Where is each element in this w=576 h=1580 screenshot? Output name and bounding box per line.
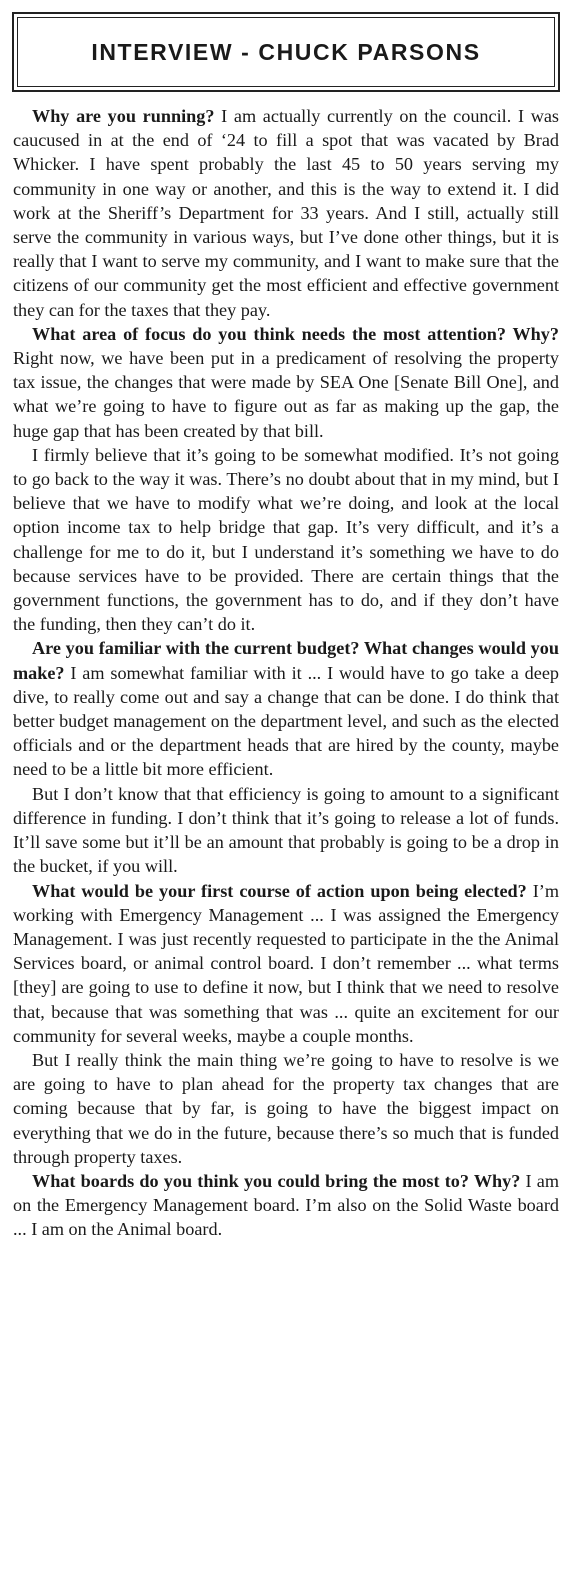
article-title: INTERVIEW - CHUCK PARSONS (91, 38, 481, 65)
answer-area-of-focus: Right now, we have been put in a predicament of resolving the property tax issue, the changes that were made by SEA One [Senate Bill One], and what we’re going to have to figure out as far as making up the gap, the huge gap that has been created by that bill. (13, 348, 559, 441)
question-area-of-focus: What area of focus do you think needs the most attention? Why? (32, 323, 559, 344)
paragraph-boards (13, 1169, 559, 1242)
answer-budget-continued: But I don’t know that that efficiency is going to amount to a significant difference in funding. I don’t think that it’s going to release a lot of funds. It’ll save some but it’ll be an amount that probably is going to be a drop in the bucket, if you will. (13, 783, 559, 877)
title-box (12, 12, 560, 92)
question-boards: What boards do you think you could bring the most to? Why? (32, 1170, 521, 1191)
paragraph-area-of-focus (13, 322, 559, 443)
answer-area-of-focus-continued: I firmly believe that it’s going to be somewhat modified. It’s not going to go back to the way it was. There’s no doubt about that in my mind, but I believe that we have to modify what we’re doing, and look at the local option income tax to help bridge that gap. It’s very difficult, and it’s a challenge for me to do it, but I understand it’s something we have to do because services have to be provided. There are certain things that the government functions, the government has to do, and if they don’t have the funding, then they can’t do it. (13, 444, 559, 635)
question-why-running: Why are you running? (32, 106, 215, 126)
question-first-action: What would be your first course of action upon being elected? (32, 880, 527, 901)
paragraph-budget-continued (13, 782, 559, 879)
answer-budget: I am somewhat familiar with it ... I would have to go take a deep dive, to really come out and say a change that can be done. I do think that better budget management on the department level, and such as the elected officials and or the department heads that are hired by the county, maybe need to be a little bit more efficient. (13, 662, 559, 780)
question-budget: Are you familiar with the current budget? What changes would you make? (13, 638, 559, 683)
article-page (12, 12, 560, 1242)
answer-first-action: I’m working with Emergency Management ... I was assigned the Emergency Management. I was just recently requested to participate in the the Animal Services board, or animal control board. I don’t remember ... what terms [they] are going to use to define it now, but I think that we need to resolve that, because that was something that was ... quite an excitement for our community for several weeks, maybe a couple months. (13, 880, 560, 1046)
article-body (12, 104, 560, 1242)
paragraph-budget (13, 636, 559, 781)
answer-first-action-continued: But I really think the main thing we’re going to have to resolve is we are going to have to plan ahead for the property tax changes that are coming because that by far, is going to have the biggest impact on everything that we do in the future, because there’s so much that is funded through property taxes. (13, 1049, 559, 1167)
answer-boards: I am on the Emergency Management board. I’m also on the Solid Waste board ... I am on the Animal board. (13, 1170, 560, 1240)
title-inner-border (17, 17, 555, 87)
paragraph-first-action (13, 879, 559, 1048)
paragraph-area-of-focus-continued (13, 443, 559, 637)
paragraph-why-running (13, 104, 559, 322)
answer-why-running: I am actually currently on the council. I was caucused in at the end of ‘24 to fill a spot that was vacated by Brad Whicker. I have spent probably the last 45 to 50 years serving my community in one way or another, and this is the way to extend it. I did work at the Sheriff’s Department for 33 years. And I still, actually still serve the community in various ways, but I’ve done other things, but it is really that I want to serve my community, and I want to make sure that the citizens of our community get the most efficient and effective government they can for the taxes that they pay. (13, 106, 559, 320)
paragraph-first-action-continued (13, 1048, 559, 1169)
